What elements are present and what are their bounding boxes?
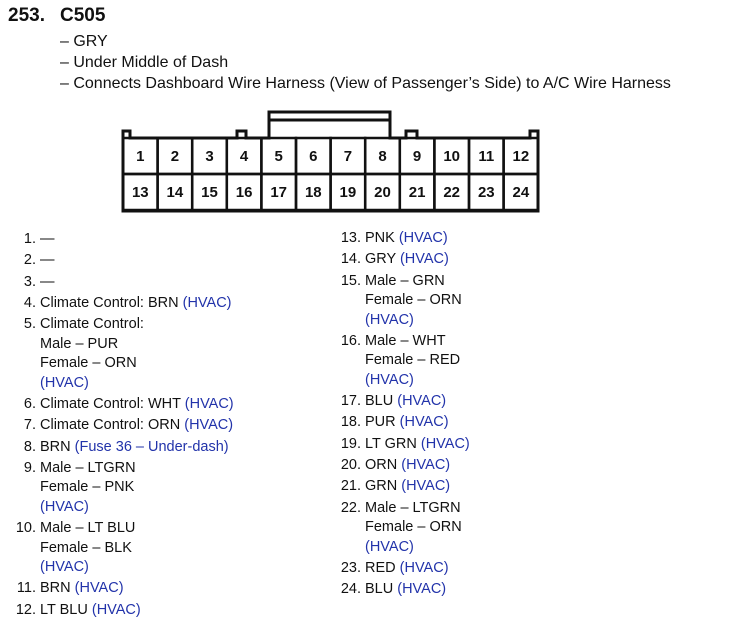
wire-color-text: — <box>40 231 55 247</box>
pin-description-line <box>365 311 470 331</box>
section-number: 253. <box>8 5 45 26</box>
pin-entry <box>12 230 234 250</box>
wire-color-text: ORN <box>365 457 402 474</box>
pin-number-21: 21 <box>408 184 426 201</box>
pin-description-line <box>365 580 470 600</box>
pin-entry <box>12 519 234 578</box>
detail-connects: – Connects Dashboard Wire Harness (View of Passenger’s Side) to A/C Wire Harness <box>60 75 671 92</box>
circuit-note: (HVAC) <box>74 580 124 597</box>
pin-number-14: 14 <box>166 184 184 201</box>
circuit-note: (HVAC) <box>184 417 234 434</box>
pin-number-11: 11 <box>478 148 495 165</box>
pin-number: 18. <box>340 414 361 431</box>
circuit-note: (HVAC) <box>365 311 414 328</box>
connector-id: C505 <box>60 5 106 26</box>
wire-color-text: Female – ORN <box>365 292 462 309</box>
pin-number: 13. <box>340 230 361 246</box>
wire-color-text: PNK <box>365 230 399 246</box>
pin-description-line <box>40 459 234 479</box>
pin-number: 2. <box>23 252 36 269</box>
circuit-note: (HVAC) <box>399 414 449 431</box>
pin-entry <box>337 580 470 600</box>
pin-description-line <box>365 456 470 476</box>
pin-description-line <box>365 392 470 412</box>
pin-number: 23. <box>340 559 361 576</box>
pin-entry <box>337 229 470 249</box>
wire-color-text: BLU <box>365 581 398 598</box>
pin-entry <box>337 435 470 455</box>
pin-number-7: 7 <box>343 148 353 165</box>
pin-description-line <box>365 291 470 311</box>
pin-description-line <box>365 351 470 371</box>
wire-color-text: Female – PNK <box>40 479 135 496</box>
pin-description-line <box>365 250 470 270</box>
pin-entry <box>12 416 234 436</box>
pin-number-5: 5 <box>274 148 283 165</box>
pin-description-line <box>365 538 470 558</box>
circuit-note: (HVAC) <box>397 581 447 598</box>
wire-color-text: Female – RED <box>365 352 461 369</box>
wire-color-text: Male – PUR <box>40 335 119 352</box>
pin-number-23: 23 <box>477 184 495 201</box>
pin-entry <box>337 413 470 433</box>
pin-list-right <box>337 229 470 602</box>
circuit-note: (HVAC) <box>40 374 89 391</box>
pin-description-line <box>40 251 234 271</box>
circuit-note: (HVAC) <box>399 559 449 576</box>
wire-color-text: GRY <box>365 251 400 268</box>
wire-color-text: PUR <box>365 414 400 431</box>
circuit-note: (HVAC) <box>401 457 451 474</box>
pin-entry <box>337 392 470 412</box>
wire-color-text: Climate Control: ORN <box>40 417 185 434</box>
circuit-note: (HVAC) <box>365 538 414 555</box>
pin-description-line <box>365 499 470 519</box>
pin-number: 10. <box>15 520 36 537</box>
pin-description-line <box>40 519 234 539</box>
wire-color-text: LT BLU <box>40 601 92 618</box>
pin-number: 5. <box>23 316 36 333</box>
pin-entry <box>337 499 470 558</box>
pin-number: 9. <box>23 459 36 476</box>
pin-entry <box>12 294 234 314</box>
connector-face-diagram <box>0 0 734 230</box>
pin-entry <box>12 601 234 621</box>
circuit-note: (HVAC) <box>401 478 451 495</box>
pin-description-line <box>365 332 470 352</box>
pin-entry <box>337 559 470 579</box>
pin-description-line <box>40 416 234 436</box>
pin-description-line <box>40 354 234 374</box>
circuit-note: (HVAC) <box>420 435 470 452</box>
pin-number-24: 24 <box>512 184 530 201</box>
pin-number-16: 16 <box>235 184 253 201</box>
pin-description-line <box>365 559 470 579</box>
circuit-note: (Fuse 36 – Under-dash) <box>74 438 229 455</box>
pin-number-22: 22 <box>443 184 461 201</box>
pin-entry <box>337 332 470 391</box>
pin-description-line <box>40 601 234 621</box>
pin-description-line <box>365 413 470 433</box>
pin-number-17: 17 <box>270 184 288 201</box>
circuit-note: (HVAC) <box>182 294 232 311</box>
circuit-note: (HVAC) <box>91 601 141 618</box>
pin-entry <box>337 456 470 476</box>
pin-number: 3. <box>23 273 36 290</box>
pin-number: 7. <box>23 417 36 434</box>
wire-color-text: Female – ORN <box>365 519 462 536</box>
pin-description-line <box>40 294 234 314</box>
pin-number-2: 2 <box>170 148 180 165</box>
wire-color-text: — <box>40 273 55 290</box>
wire-color-text: LT GRN <box>365 435 421 452</box>
pin-description-line <box>40 273 234 293</box>
pin-number-15: 15 <box>201 184 218 201</box>
wire-color-text: Male – LT BLU <box>40 520 136 537</box>
pin-description-line <box>40 579 234 599</box>
pin-number: 12. <box>15 601 36 618</box>
pin-entry <box>12 273 234 293</box>
pin-entry <box>337 250 470 270</box>
pin-number: 21. <box>340 478 361 495</box>
pin-number-4: 4 <box>239 148 249 165</box>
pin-number-12: 12 <box>512 148 530 165</box>
pin-description-line <box>40 315 234 335</box>
wire-color-text: BRN <box>40 438 75 455</box>
wire-color-text: GRN <box>365 478 402 495</box>
pin-number-9: 9 <box>412 148 422 165</box>
pin-number: 15. <box>340 272 361 289</box>
pin-description-line <box>40 478 234 498</box>
pin-entry <box>12 315 234 393</box>
pin-description-line <box>365 371 470 391</box>
pin-number: 16. <box>340 332 361 349</box>
circuit-note: (HVAC) <box>184 395 234 412</box>
circuit-note: (HVAC) <box>365 371 414 388</box>
pin-number-13: 13 <box>131 184 149 201</box>
wire-color-text: Climate Control: <box>40 316 144 333</box>
pin-number: 4. <box>23 294 36 311</box>
pin-number: 22. <box>340 499 361 516</box>
wire-color-text: RED <box>365 559 400 576</box>
circuit-note: (HVAC) <box>399 251 449 268</box>
pin-entry <box>337 272 470 331</box>
pin-description-line <box>365 518 470 538</box>
circuit-note: (HVAC) <box>397 393 447 410</box>
pin-number: 6. <box>23 395 36 412</box>
pin-entry <box>12 579 234 599</box>
pin-number: 17. <box>340 393 361 410</box>
pin-number: 19. <box>340 435 361 452</box>
pin-number: 20. <box>340 457 361 474</box>
detail-color: – GRY <box>60 33 108 50</box>
pin-number: 14. <box>340 251 361 268</box>
detail-location: – Under Middle of Dash <box>60 54 229 71</box>
wire-color-text: Male – LTGRN <box>40 459 136 476</box>
pin-number-8: 8 <box>378 148 387 165</box>
pin-entry <box>12 251 234 271</box>
wire-color-text: Climate Control: BRN <box>40 294 183 311</box>
circuit-note: (HVAC) <box>40 559 89 576</box>
pin-number-19: 19 <box>339 184 357 201</box>
pin-entry <box>12 395 234 415</box>
wire-color-text: Female – BLK <box>40 539 132 556</box>
circuit-note: (HVAC) <box>40 498 89 515</box>
wire-color-text: BRN <box>40 580 75 597</box>
pin-description-line <box>40 558 234 578</box>
pin-description-line <box>40 230 234 250</box>
pin-description-line <box>40 374 234 394</box>
pin-description-line <box>365 229 470 249</box>
pin-description-line <box>365 272 470 292</box>
pin-number-10: 10 <box>443 148 461 165</box>
wire-color-text: Climate Control: WHT <box>40 395 185 412</box>
pin-description-line <box>40 438 234 458</box>
pin-description-line <box>365 477 470 497</box>
pin-number-1: 1 <box>136 148 145 165</box>
pin-number-6: 6 <box>309 148 318 165</box>
pin-number: 8. <box>23 438 36 455</box>
wire-color-text: Male – GRN <box>365 272 445 289</box>
pin-description-line <box>40 395 234 415</box>
pin-description-line <box>40 335 234 355</box>
pin-list-left <box>12 230 234 622</box>
wire-color-text: Male – LTGRN <box>365 499 461 516</box>
pin-number: 11. <box>16 580 36 597</box>
pin-entry <box>12 459 234 518</box>
wire-color-text: — <box>40 252 55 269</box>
pin-entry <box>337 477 470 497</box>
pin-description-line <box>40 539 234 559</box>
wire-color-text: Female – ORN <box>40 355 137 372</box>
pin-number-20: 20 <box>374 184 391 201</box>
pin-description-line <box>40 498 234 518</box>
pin-number: 24. <box>340 581 361 598</box>
pin-entry <box>12 438 234 458</box>
pin-number: 1. <box>23 231 36 247</box>
wire-color-text: Male – WHT <box>365 332 446 349</box>
pin-number-18: 18 <box>304 184 322 201</box>
pin-description-line <box>365 435 470 455</box>
wire-color-text: BLU <box>365 393 398 410</box>
pin-number-3: 3 <box>205 148 214 165</box>
circuit-note: (HVAC) <box>398 230 448 246</box>
